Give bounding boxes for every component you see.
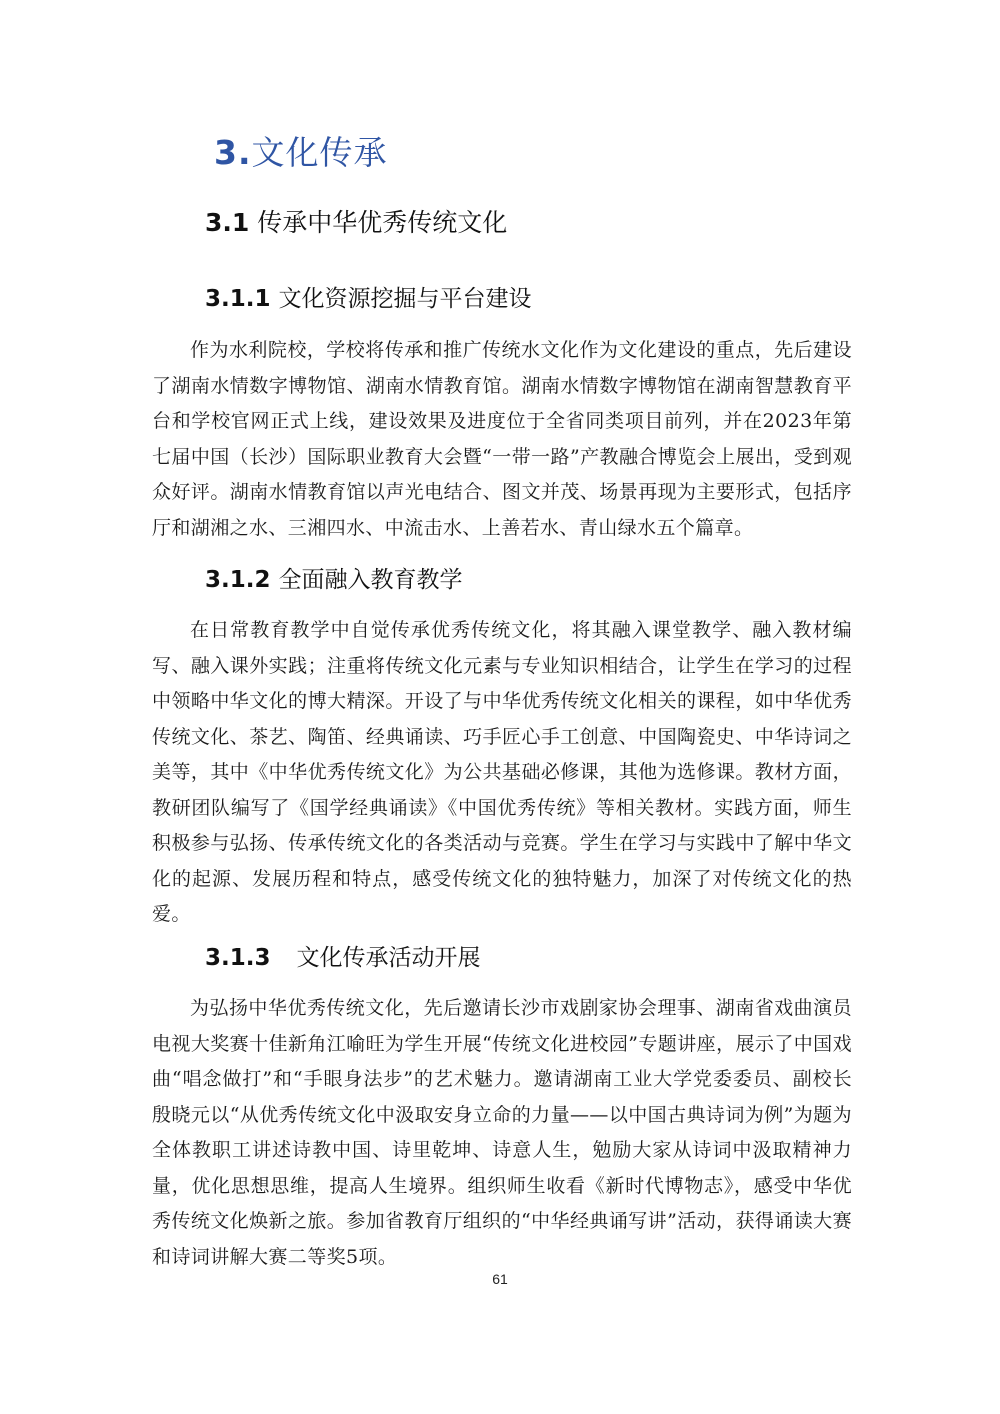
subsection-number: 3.1.1 <box>205 286 271 312</box>
chapter-title-text: 文化传承 <box>251 133 388 172</box>
paragraph-3-1-2: 在日常教育教学中自觉传承优秀传统文化，将其融入课堂教学、融入教材编写、融入课外实践；注重将传统文化元素与专业知识相结合，让学生在学习的过程中领略中华文化的博大精深。开设了与中华优秀传统文化相关的课程，如中华优秀传统文化、茶艺、陶笛、经典诵读、巧手匠心手工创意、中国陶瓷史、中华诗词之美等，其中《中华优秀传统文化》为公共基础必修课，其他为选修课。教材方面，教研团队编写了《国学经典诵读》《中国优秀传统》等相关教材。实践方面，师生积极参与弘扬、传承传统文化的各类活动与竞赛。学生在学习与实践中了解中华文化的起源、发展历程和特点，感受传统文化的独特魅力，加深了对传统文化的热爱。 <box>152 619 852 925</box>
paragraph-3-1-3: 为弘扬中华优秀传统文化，先后邀请长沙市戏剧家协会理事、湖南省戏曲演员电视大奖赛十佳新角江喻旺为学生开展“传统文化进校园”专题讲座，展示了中国戏曲“唱念做打”和“手眼身法步”的艺术魅力。邀请湖南工业大学党委委员、副校长殷晓元以“从优秀传统文化中汲取安身立命的力量——以中国古典诗词为例”为题为全体教职工讲述诗教中国、诗里乾坤、诗意人生，勉励大家从诗词中汲取精神力量，优化思想思维，提高人生境界。组织师生收看《新时代博物志》，感受中华优秀传统文化焕新之旅。参加省教育厅组织的“中华经典诵写讲”活动，获得诵读大赛和诗词讲解大赛二等奖5项。 <box>152 997 852 1268</box>
paragraph-3-1-1: 作为水利院校，学校将传承和推广传统水文化作为文化建设的重点，先后建设了湖南水情数字博物馆、湖南水情教育馆。湖南水情数字博物馆在湖南智慧教育平台和学校官网正式上线，建设效果及进度位于全省同类项目前列，并在2023年第七届中国（长沙）国际职业教育大会暨“一带一路”产教融合博览会上展出，受到观众好评。湖南水情教育馆以声光电结合、图文并茂、场景再现为主要形式，包括序厅和湖湘之水、三湘四水、中流击水、上善若水、青山绿水五个篇章。 <box>152 339 852 539</box>
subsection-title: 文化传承活动开展 <box>296 945 481 971</box>
subsection-heading-3-1-2 <box>205 561 463 594</box>
subsection-number: 3.1.3 <box>205 945 271 971</box>
section-title: 传承中华优秀传统文化 <box>257 208 508 237</box>
subsection-heading-3-1-3 <box>205 939 481 972</box>
section-number: 3.1 <box>205 208 250 237</box>
page-number: 61 <box>492 1271 508 1287</box>
section-heading <box>205 203 507 239</box>
chapter-title <box>214 127 388 174</box>
subsection-title: 文化资源挖掘与平台建设 <box>278 286 532 312</box>
subsection-heading-3-1-1 <box>205 280 532 313</box>
chapter-number: 3. <box>214 133 252 172</box>
subsection-number: 3.1.2 <box>205 567 271 593</box>
subsection-title: 全面融入教育教学 <box>278 567 463 593</box>
